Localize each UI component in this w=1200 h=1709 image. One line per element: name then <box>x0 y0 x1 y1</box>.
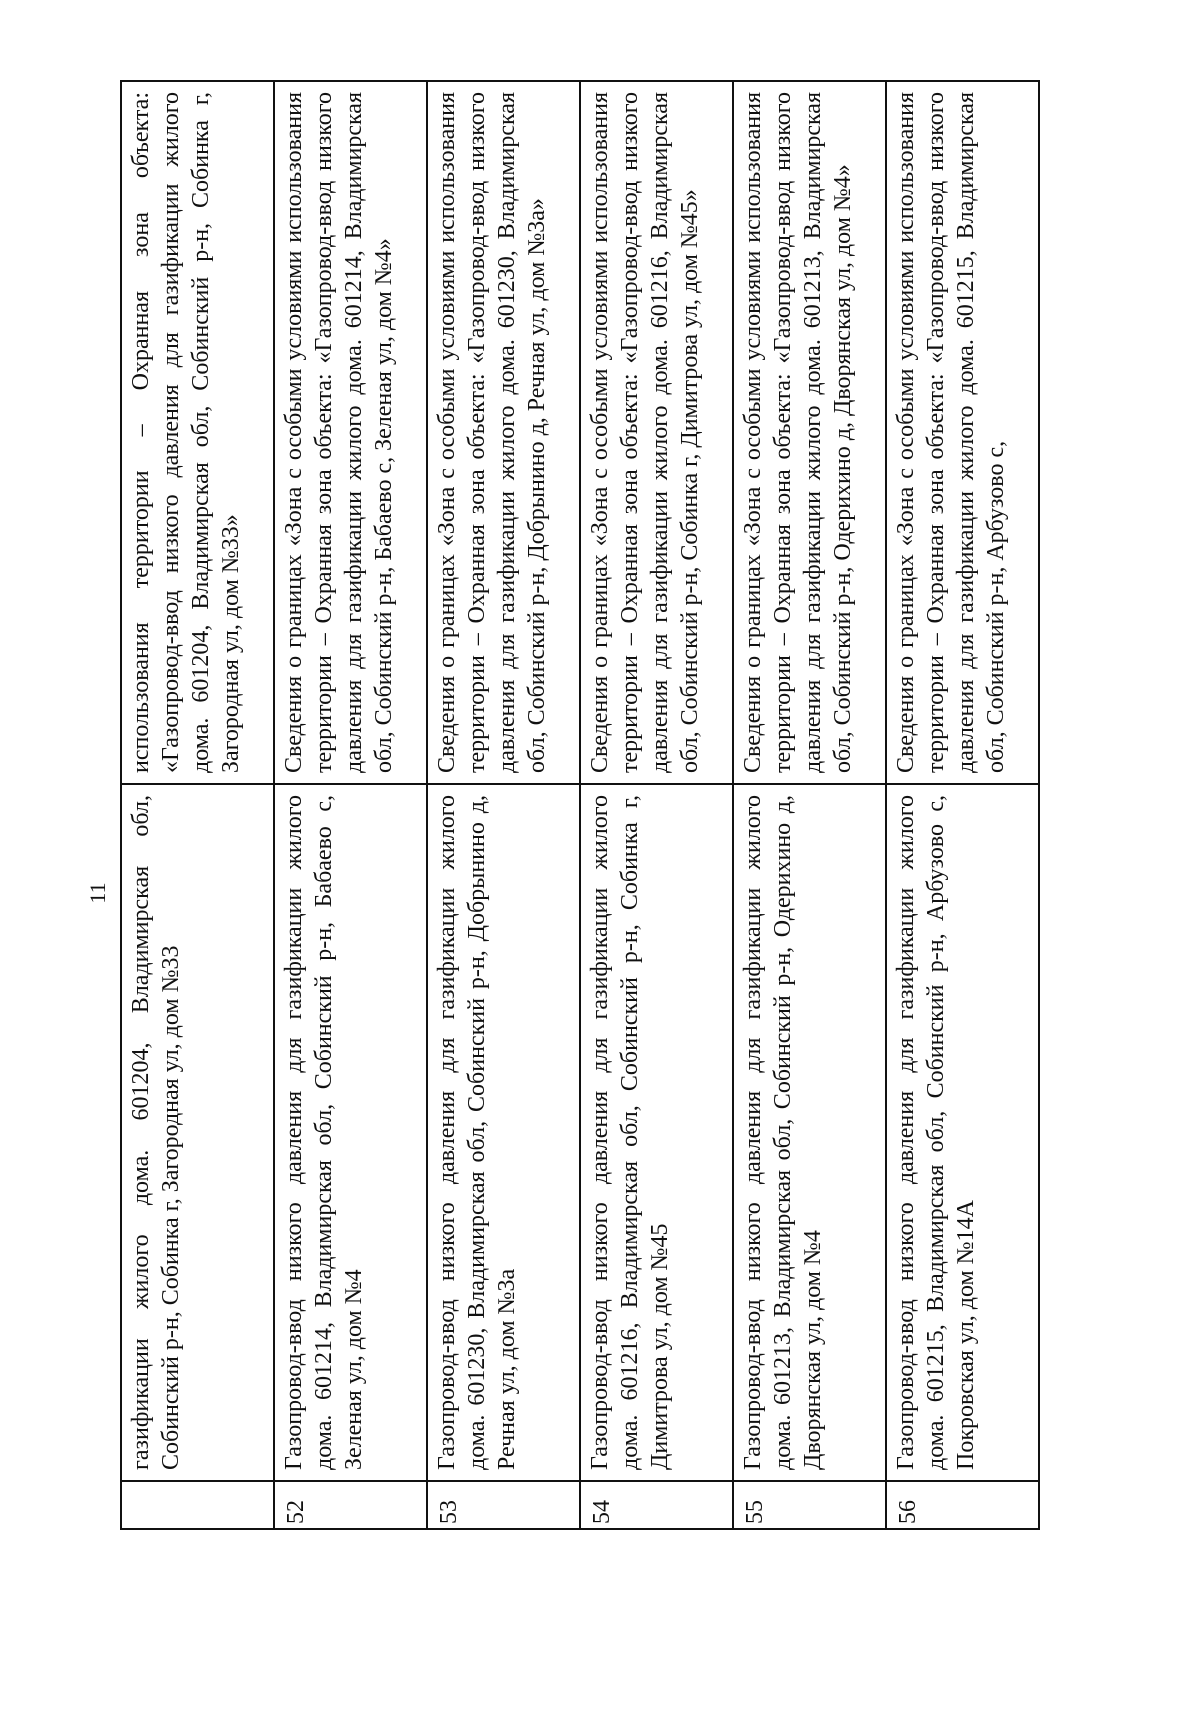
table-row <box>121 81 274 1529</box>
object-description: Газопровод-ввод низкого давления для газификации жилого дома. 601214, Владимирская обл, Собинский р-н, Бабаево с, Зеленая ул, дом №4 <box>274 784 427 1481</box>
row-number: 52 <box>274 1481 427 1529</box>
zone-info: использования территории – Охранная зона объекта: «Газопровод-ввод низкого давления для газификации жилого дома. 601204, Владимирская обл, Собинский р-н, Собинка г, Загородная ул, дом №33» <box>121 81 274 784</box>
zone-info: Сведения о границах «Зона с особыми условиями использования территории – Охранная зона объекта: «Газопровод-ввод низкого давления для газификации жилого дома. 601213, Владимирская обл, Собинский р-н, Одерихино д, Дворянская ул, дом №4» <box>733 81 886 784</box>
table-row <box>427 81 580 1529</box>
object-description: Газопровод-ввод низкого давления для газификации жилого дома. 601216, Владимирская обл, Собинский р-н, Собинка г, Димитрова ул, дом №45 <box>580 784 733 1481</box>
zone-info: Сведения о границах «Зона с особыми условиями использования территории – Охранная зона объекта: «Газопровод-ввод низкого давления для газификации жилого дома. 601215, Владимирская обл, Собинский р-н, Арбузово с, <box>886 81 1039 784</box>
row-number: 55 <box>733 1481 886 1529</box>
row-number <box>121 1481 274 1529</box>
zones-table <box>120 80 1040 1530</box>
table-row <box>733 81 886 1529</box>
row-number: 56 <box>886 1481 1039 1529</box>
row-number: 53 <box>427 1481 580 1529</box>
object-description: газификации жилого дома. 601204, Владимирская обл, Собинский р-н, Собинка г, Загородная ул, дом №33 <box>121 784 274 1481</box>
object-description: Газопровод-ввод низкого давления для газификации жилого дома. 601215, Владимирская обл, Собинский р-н, Арбузово с, Покровская ул, дом №14А <box>886 784 1039 1481</box>
zone-info: Сведения о границах «Зона с особыми условиями использования территории – Охранная зона объекта: «Газопровод-ввод низкого давления для газификации жилого дома. 601214, Владимирская обл, Собинский р-н, Бабаево с, Зеленая ул, дом №4» <box>274 81 427 784</box>
table-row <box>580 81 733 1529</box>
zone-info: Сведения о границах «Зона с особыми условиями использования территории – Охранная зона объекта: «Газопровод-ввод низкого давления для газификации жилого дома. 601230, Владимирская обл, Собинский р-н, Добрынино д, Речная ул, дом №3а» <box>427 81 580 784</box>
table-row <box>886 81 1039 1529</box>
zone-info: Сведения о границах «Зона с особыми условиями использования территории – Охранная зона объекта: «Газопровод-ввод низкого давления для газификации жилого дома. 601216, Владимирская обл, Собинский р-н, Собинка г, Димитрова ул, дом №45» <box>580 81 733 784</box>
rotated-table-container <box>120 80 1040 1530</box>
page-number: 11 <box>85 882 110 904</box>
object-description: Газопровод-ввод низкого давления для газификации жилого дома. 601213, Владимирская обл, Собинский р-н, Одерихино д, Дворянская ул, дом №4 <box>733 784 886 1481</box>
object-description: Газопровод-ввод низкого давления для газификации жилого дома. 601230, Владимирская обл, Собинский р-н, Добрынино д, Речная ул, дом №3а <box>427 784 580 1481</box>
table-row <box>274 81 427 1529</box>
row-number: 54 <box>580 1481 733 1529</box>
